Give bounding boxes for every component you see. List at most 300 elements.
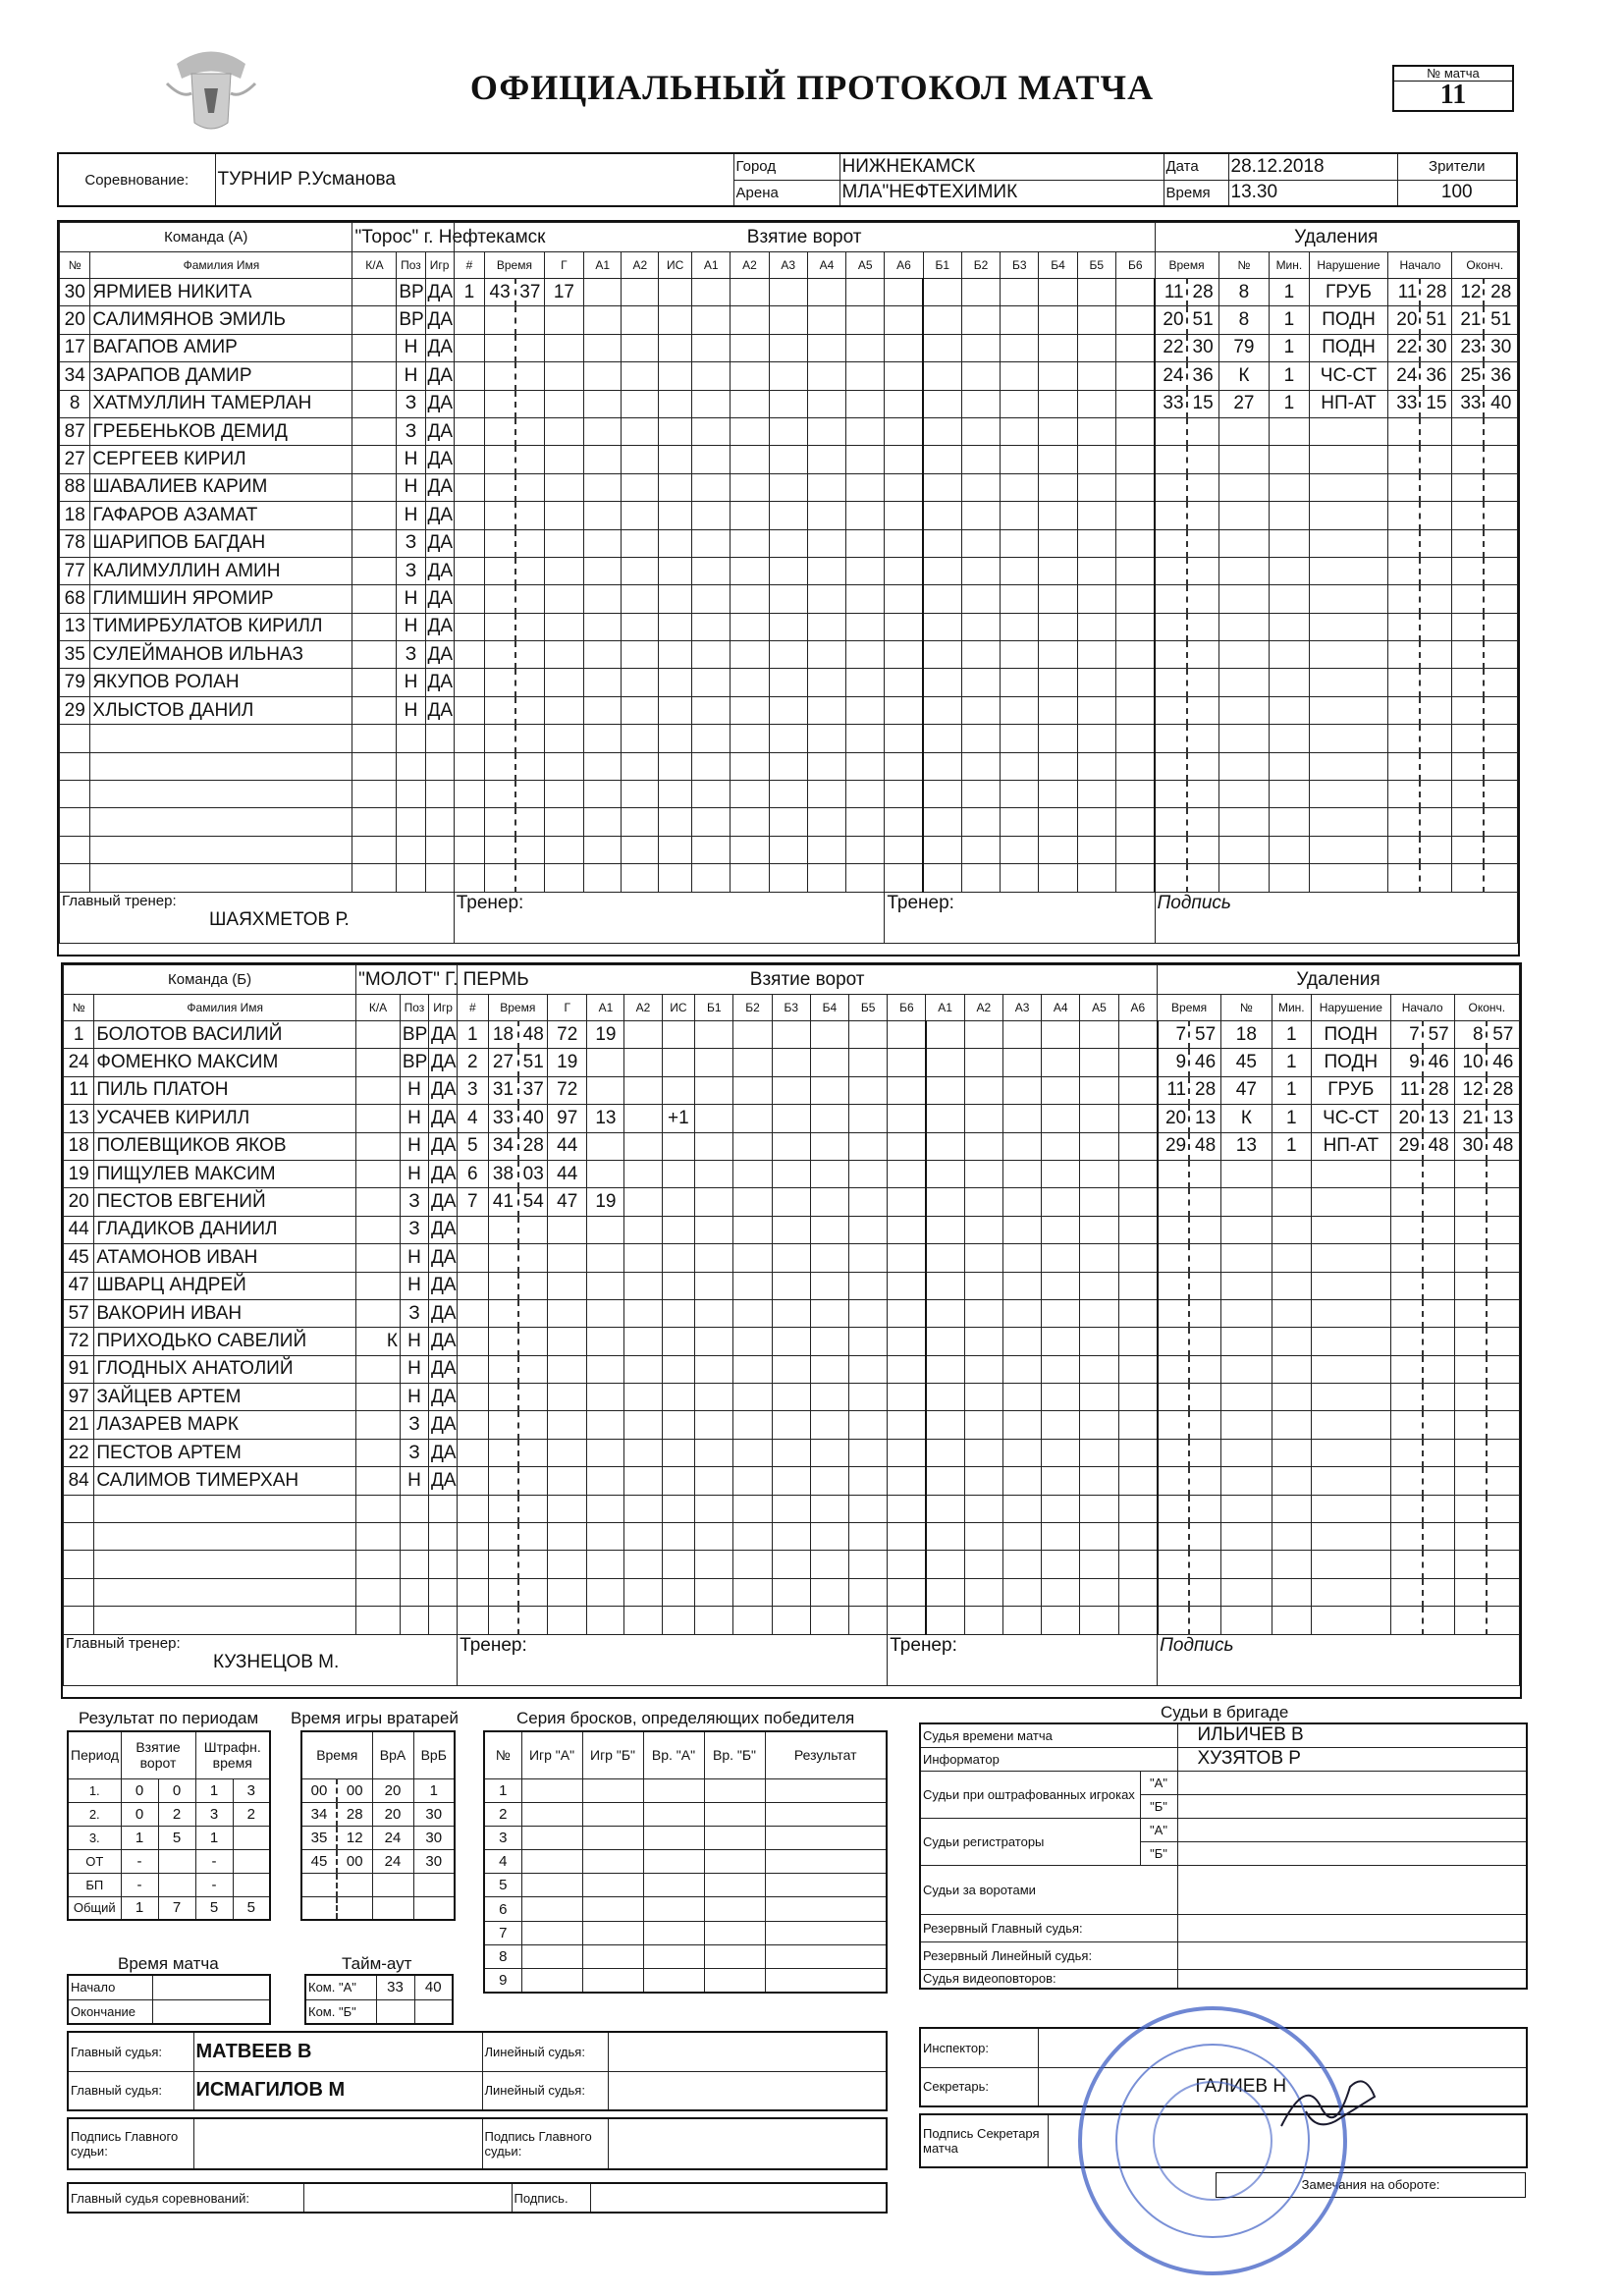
on-ice-cell	[733, 1578, 772, 1606]
spectators-value: 100	[1397, 180, 1517, 206]
on-ice-cell	[1118, 1132, 1158, 1160]
col-header: Игр	[429, 995, 458, 1021]
on-ice-cell	[888, 1049, 926, 1076]
on-ice-cell	[772, 1160, 810, 1187]
on-ice-cell	[1001, 585, 1039, 613]
on-ice-cell	[769, 306, 807, 334]
goal-situation	[659, 864, 692, 892]
goal-assist-1	[587, 1384, 624, 1411]
player-played: ДА	[425, 362, 454, 390]
penalty-end-min	[1454, 1411, 1486, 1439]
shootout-cell	[643, 1944, 704, 1968]
penalty-end-sec	[1484, 836, 1517, 863]
player-number: 24	[64, 1049, 94, 1076]
main-referee-1-label: Главный судья:	[68, 2032, 193, 2071]
penalty-player: К	[1221, 1105, 1272, 1132]
goal-situation	[662, 1160, 695, 1187]
penalty-sec	[1189, 1495, 1220, 1522]
competition-label: Соревнование:	[58, 153, 215, 206]
on-ice-cell	[807, 864, 845, 892]
player-position: Н	[397, 502, 425, 529]
on-ice-cell	[926, 1188, 964, 1216]
on-ice-cell	[769, 696, 807, 724]
penalty-end-min	[1454, 1523, 1486, 1551]
player-position: Н	[397, 696, 425, 724]
penalty-violation	[1309, 529, 1388, 557]
player-played	[429, 1523, 458, 1551]
date-value: 28.12.2018	[1228, 153, 1397, 180]
penalty-player	[1221, 1160, 1272, 1187]
penalty-a-label: "А"	[1140, 1771, 1177, 1794]
penalty-minutes	[1270, 808, 1309, 836]
on-ice-cell	[733, 1384, 772, 1411]
on-ice-cell	[1080, 1105, 1118, 1132]
penalty-minutes	[1270, 752, 1309, 780]
penalty-violation	[1309, 585, 1388, 613]
on-ice-cell	[964, 1188, 1002, 1216]
table-row	[484, 1921, 887, 1944]
penalty-start-min: 9	[1390, 1049, 1422, 1076]
penalty-player	[1221, 1607, 1272, 1634]
on-ice-cell	[1077, 752, 1115, 780]
penalty-start-sec	[1420, 417, 1452, 445]
col-header: А4	[1042, 995, 1080, 1021]
penalty-sec	[1187, 529, 1219, 557]
shootout-cell	[521, 1874, 582, 1897]
player-played: ДА	[425, 417, 454, 445]
player-captain	[356, 1411, 401, 1439]
on-ice-cell	[769, 864, 807, 892]
on-ice-cell	[1115, 669, 1155, 696]
shootout-cell	[704, 1874, 765, 1897]
goal-number	[454, 390, 484, 417]
on-ice-cell	[810, 1021, 848, 1049]
on-ice-cell	[849, 1328, 888, 1355]
on-ice-cell	[731, 473, 769, 501]
player-name: ВАГАПОВ АМИР	[90, 334, 352, 361]
goal-assist-2	[622, 557, 659, 584]
on-ice-cell	[1042, 1467, 1080, 1495]
penalty-start-min	[1390, 1272, 1422, 1299]
penalty-end-min	[1452, 585, 1485, 613]
goal-sec	[515, 669, 544, 696]
match-number-box	[1392, 65, 1514, 112]
goal-situation	[659, 390, 692, 417]
on-ice-cell	[1080, 1299, 1118, 1327]
period-goals-a: 1	[121, 1826, 158, 1849]
col-header: №	[1218, 252, 1270, 279]
on-ice-cell	[807, 725, 845, 752]
penalty-min	[1158, 1607, 1189, 1634]
goal-assist-1	[587, 1411, 624, 1439]
penalty-end-sec: 30	[1484, 334, 1517, 361]
goal-assist-1	[584, 864, 622, 892]
player-captain	[352, 613, 397, 640]
goal-situation	[662, 1523, 695, 1551]
penalty-min	[1155, 836, 1187, 863]
penalty-minutes	[1270, 836, 1309, 863]
player-position	[397, 864, 425, 892]
goal-assist-1: 13	[587, 1105, 624, 1132]
on-ice-cell	[1002, 1216, 1041, 1243]
team-a-section	[57, 220, 1520, 957]
on-ice-cell	[692, 781, 731, 808]
player-captain	[352, 446, 397, 473]
on-ice-cell	[964, 1495, 1002, 1522]
on-ice-cell	[964, 1355, 1002, 1383]
on-ice-cell	[810, 1328, 848, 1355]
shootout-cell	[765, 1802, 887, 1826]
on-ice-cell	[1080, 1355, 1118, 1383]
on-ice-cell	[731, 752, 769, 780]
goal-sec	[515, 836, 544, 863]
goal-situation: +1	[662, 1105, 695, 1132]
on-ice-cell	[1001, 669, 1039, 696]
on-ice-cell	[1002, 1244, 1041, 1272]
penalty-violation	[1309, 781, 1388, 808]
player-played: ДА	[425, 502, 454, 529]
goal-scorer	[544, 417, 583, 445]
player-played: ДА	[425, 334, 454, 361]
penalty-end-min	[1452, 529, 1485, 557]
on-ice-cell	[810, 1049, 848, 1076]
penalty-minutes	[1270, 864, 1309, 892]
on-ice-cell	[846, 669, 885, 696]
on-ice-cell	[807, 529, 845, 557]
timekeeper-name: ИЛЬИЧЕВ В	[1177, 1723, 1527, 1747]
on-ice-cell	[923, 446, 961, 473]
on-ice-cell	[888, 1216, 926, 1243]
on-ice-cell	[733, 1244, 772, 1272]
penalty-min	[1158, 1439, 1189, 1466]
on-ice-cell	[964, 1523, 1002, 1551]
on-ice-cell	[1080, 1523, 1118, 1551]
goal-situation	[659, 641, 692, 669]
penalty-violation	[1311, 1523, 1390, 1551]
player-played: ДА	[429, 1076, 458, 1104]
on-ice-cell	[769, 669, 807, 696]
on-ice-cell	[1118, 1272, 1158, 1299]
goal-assist-2	[622, 473, 659, 501]
penalty-end-sec: 13	[1487, 1105, 1520, 1132]
goal-assist-2	[624, 1578, 662, 1606]
penalty-start-min	[1390, 1160, 1422, 1187]
penalty-min: 11	[1158, 1076, 1189, 1104]
penalty-end-sec	[1484, 417, 1517, 445]
shootout-cell	[582, 1897, 643, 1921]
penalty-end-min	[1454, 1299, 1486, 1327]
goal-number: 4	[458, 1105, 488, 1132]
on-ice-cell	[888, 1272, 926, 1299]
on-ice-cell	[695, 1076, 733, 1104]
penalty-sec	[1187, 473, 1219, 501]
coach-label: Тренер:	[454, 892, 885, 943]
on-ice-cell	[1080, 1188, 1118, 1216]
team-a-table	[59, 222, 1518, 944]
competition-main-referee	[67, 2182, 888, 2214]
penalty-start-min	[1388, 808, 1421, 836]
on-ice-cell	[1002, 1607, 1041, 1634]
player-number: 19	[64, 1160, 94, 1187]
goal-assist-1	[584, 725, 622, 752]
penalty-start-sec: 48	[1423, 1132, 1454, 1160]
table-row	[484, 1897, 887, 1921]
table-row	[60, 808, 1518, 836]
player-number: 79	[60, 669, 90, 696]
col-header: Оконч.	[1452, 252, 1518, 279]
penalty-start-min	[1390, 1439, 1422, 1466]
on-ice-cell	[964, 1384, 1002, 1411]
on-ice-cell	[1002, 1411, 1041, 1439]
shootout-cell	[765, 1874, 887, 1897]
goal-assist-2	[622, 279, 659, 306]
player-position: З	[400, 1411, 428, 1439]
on-ice-cell	[923, 836, 961, 863]
on-ice-cell	[1118, 1495, 1158, 1522]
goal-situation	[662, 1607, 695, 1634]
on-ice-cell	[923, 669, 961, 696]
player-captain	[352, 836, 397, 863]
penalty-start-min	[1388, 836, 1421, 863]
on-ice-cell	[885, 696, 923, 724]
player-number	[60, 808, 90, 836]
on-ice-cell	[1077, 557, 1115, 584]
shootout-cell	[521, 1921, 582, 1944]
on-ice-cell	[1077, 585, 1115, 613]
penalty-min	[1155, 864, 1187, 892]
goal-assist-1	[587, 1467, 624, 1495]
official-stamp-icon	[1065, 1994, 1360, 2288]
penalty-end-sec: 48	[1487, 1132, 1520, 1160]
on-ice-cell	[692, 334, 731, 361]
goal-scorer	[548, 1578, 587, 1606]
penalty-violation	[1309, 725, 1388, 752]
on-ice-cell	[1118, 1049, 1158, 1076]
col-header: Б2	[961, 252, 1000, 279]
col-header: Г	[548, 995, 587, 1021]
player-number: 17	[60, 334, 90, 361]
player-number: 84	[64, 1467, 94, 1495]
penalty-start-sec	[1420, 446, 1452, 473]
goal-assist-1	[584, 279, 622, 306]
on-ice-cell	[849, 1411, 888, 1439]
goal-scorer: 19	[548, 1049, 587, 1076]
player-number: 57	[64, 1299, 94, 1327]
on-ice-cell	[692, 808, 731, 836]
goal-situation	[659, 529, 692, 557]
penalty-start-min	[1390, 1411, 1422, 1439]
on-ice-cell	[731, 781, 769, 808]
goal-min	[488, 1384, 518, 1411]
penalty-sec	[1187, 585, 1219, 613]
penalty-start-min: 29	[1390, 1132, 1422, 1160]
table-row	[64, 1607, 1520, 1634]
col-header: Б3	[772, 995, 810, 1021]
penalty-player	[1218, 585, 1270, 613]
on-ice-cell	[1118, 1105, 1158, 1132]
on-ice-cell	[731, 725, 769, 752]
penalty-player	[1218, 417, 1270, 445]
penalty-min	[1155, 696, 1187, 724]
player-number	[64, 1578, 94, 1606]
penalty-start-min	[1388, 641, 1421, 669]
on-ice-cell	[769, 808, 807, 836]
on-ice-cell	[769, 752, 807, 780]
signature-label: Подпись	[1158, 1634, 1520, 1685]
shootout-cell	[521, 1944, 582, 1968]
on-ice-cell	[692, 752, 731, 780]
on-ice-cell	[695, 1355, 733, 1383]
on-ice-cell	[888, 1523, 926, 1551]
penalty-end-min	[1454, 1551, 1486, 1578]
arena-label: Арена	[733, 180, 839, 206]
video-judge-label: Судья видеоповторов:	[920, 1969, 1177, 1989]
goal-min	[488, 1216, 518, 1243]
penalty-end-sec	[1484, 696, 1517, 724]
goal-situation	[659, 473, 692, 501]
goal-situation	[662, 1021, 695, 1049]
goal-assist-2	[624, 1467, 662, 1495]
table-row	[64, 1467, 1520, 1495]
on-ice-cell	[923, 557, 961, 584]
on-ice-cell	[923, 334, 961, 361]
penalty-start-sec: 28	[1420, 279, 1452, 306]
table-row	[64, 1523, 1520, 1551]
player-number: 87	[60, 417, 90, 445]
on-ice-cell	[1077, 669, 1115, 696]
on-ice-cell	[1115, 585, 1155, 613]
on-ice-cell	[733, 1523, 772, 1551]
on-ice-cell	[1042, 1021, 1080, 1049]
penalty-min	[1158, 1160, 1189, 1187]
period-goals-a: -	[121, 1873, 158, 1896]
col-header: Б6	[888, 995, 926, 1021]
penalty-minutes	[1272, 1328, 1311, 1355]
table-row	[60, 557, 1518, 584]
goal-assist-2	[624, 1384, 662, 1411]
shootout-cell	[643, 1826, 704, 1849]
goal-number	[458, 1384, 488, 1411]
on-ice-cell	[849, 1049, 888, 1076]
on-ice-cell	[1080, 1076, 1118, 1104]
goal-number	[458, 1299, 488, 1327]
penalty-player	[1218, 669, 1270, 696]
penalty-minutes	[1270, 696, 1309, 724]
on-ice-cell	[1118, 1467, 1158, 1495]
goal-situation	[662, 1076, 695, 1104]
period-goals-b: 0	[158, 1778, 195, 1802]
goal-assist-2	[622, 752, 659, 780]
penalty-start-sec	[1423, 1355, 1454, 1383]
shootout-cell	[643, 1778, 704, 1802]
goal-scorer	[548, 1355, 587, 1383]
on-ice-cell	[769, 725, 807, 752]
on-ice-cell	[731, 836, 769, 863]
on-ice-cell	[1039, 362, 1077, 390]
match-end-label: Окончание	[68, 1999, 152, 2024]
goal-situation	[659, 781, 692, 808]
goal-scorer	[548, 1439, 587, 1466]
penalty-judges-label: Судьи при оштрафованных игроках	[920, 1771, 1140, 1818]
period-pen-a: 5	[195, 1896, 233, 1920]
penalty-player: 79	[1218, 334, 1270, 361]
on-ice-cell	[772, 1188, 810, 1216]
penalty-sec	[1187, 752, 1219, 780]
player-name: ЯРМИЕВ НИКИТА	[90, 279, 352, 306]
on-ice-cell	[1042, 1384, 1080, 1411]
on-ice-cell	[769, 557, 807, 584]
on-ice-cell	[1039, 446, 1077, 473]
goal-assist-2	[622, 836, 659, 863]
goal-sec	[515, 557, 544, 584]
penalty-minutes	[1270, 502, 1309, 529]
player-name: САЛИМЯНОВ ЭМИЛЬ	[90, 306, 352, 334]
table-row	[60, 696, 1518, 724]
on-ice-cell	[695, 1272, 733, 1299]
player-name: САЛИМОВ ТИМЕРХАН	[94, 1467, 356, 1495]
goal-min	[485, 613, 515, 640]
goalie-min: 34	[301, 1802, 337, 1826]
penalty-start-sec	[1423, 1523, 1454, 1551]
on-ice-cell	[926, 1384, 964, 1411]
table-row	[64, 1328, 1520, 1355]
penalty-end-sec: 28	[1484, 279, 1517, 306]
on-ice-cell	[1001, 641, 1039, 669]
penalty-violation	[1309, 641, 1388, 669]
penalty-violation	[1311, 1384, 1390, 1411]
penalty-player	[1218, 613, 1270, 640]
player-name: ГРЕБЕНЬКОВ ДЕМИД	[90, 417, 352, 445]
table-row	[60, 390, 1518, 417]
on-ice-cell	[1002, 1578, 1041, 1606]
on-ice-cell	[807, 696, 845, 724]
goal-sec	[515, 781, 544, 808]
on-ice-cell	[961, 808, 1000, 836]
goalie-a: 24	[372, 1849, 413, 1873]
on-ice-cell	[731, 334, 769, 361]
goals-title: Взятие ворот	[454, 223, 1155, 252]
player-number	[60, 725, 90, 752]
table-row	[68, 1802, 270, 1826]
goal-sec	[518, 1523, 547, 1551]
player-played	[425, 752, 454, 780]
remarks-label: Замечания на обороте:	[1301, 2177, 1440, 2192]
penalty-player	[1218, 696, 1270, 724]
shootout-cell	[643, 1802, 704, 1826]
on-ice-cell	[769, 502, 807, 529]
on-ice-cell	[849, 1495, 888, 1522]
on-ice-cell	[1077, 641, 1115, 669]
table-row	[60, 669, 1518, 696]
penalty-violation	[1309, 417, 1388, 445]
goal-scorer	[544, 306, 583, 334]
player-captain	[356, 1523, 401, 1551]
on-ice-cell	[769, 585, 807, 613]
penalty-min	[1155, 417, 1187, 445]
period-goals-b	[158, 1873, 195, 1896]
penalty-violation	[1309, 473, 1388, 501]
goal-min	[488, 1411, 518, 1439]
player-number: 22	[64, 1439, 94, 1466]
penalty-minutes: 1	[1272, 1021, 1311, 1049]
penalty-min	[1155, 808, 1187, 836]
penalty-player	[1218, 557, 1270, 584]
penalty-end-sec	[1484, 752, 1517, 780]
player-number: 18	[60, 502, 90, 529]
shootout-number: 2	[484, 1802, 521, 1826]
on-ice-cell	[846, 473, 885, 501]
penalty-min	[1158, 1495, 1189, 1522]
